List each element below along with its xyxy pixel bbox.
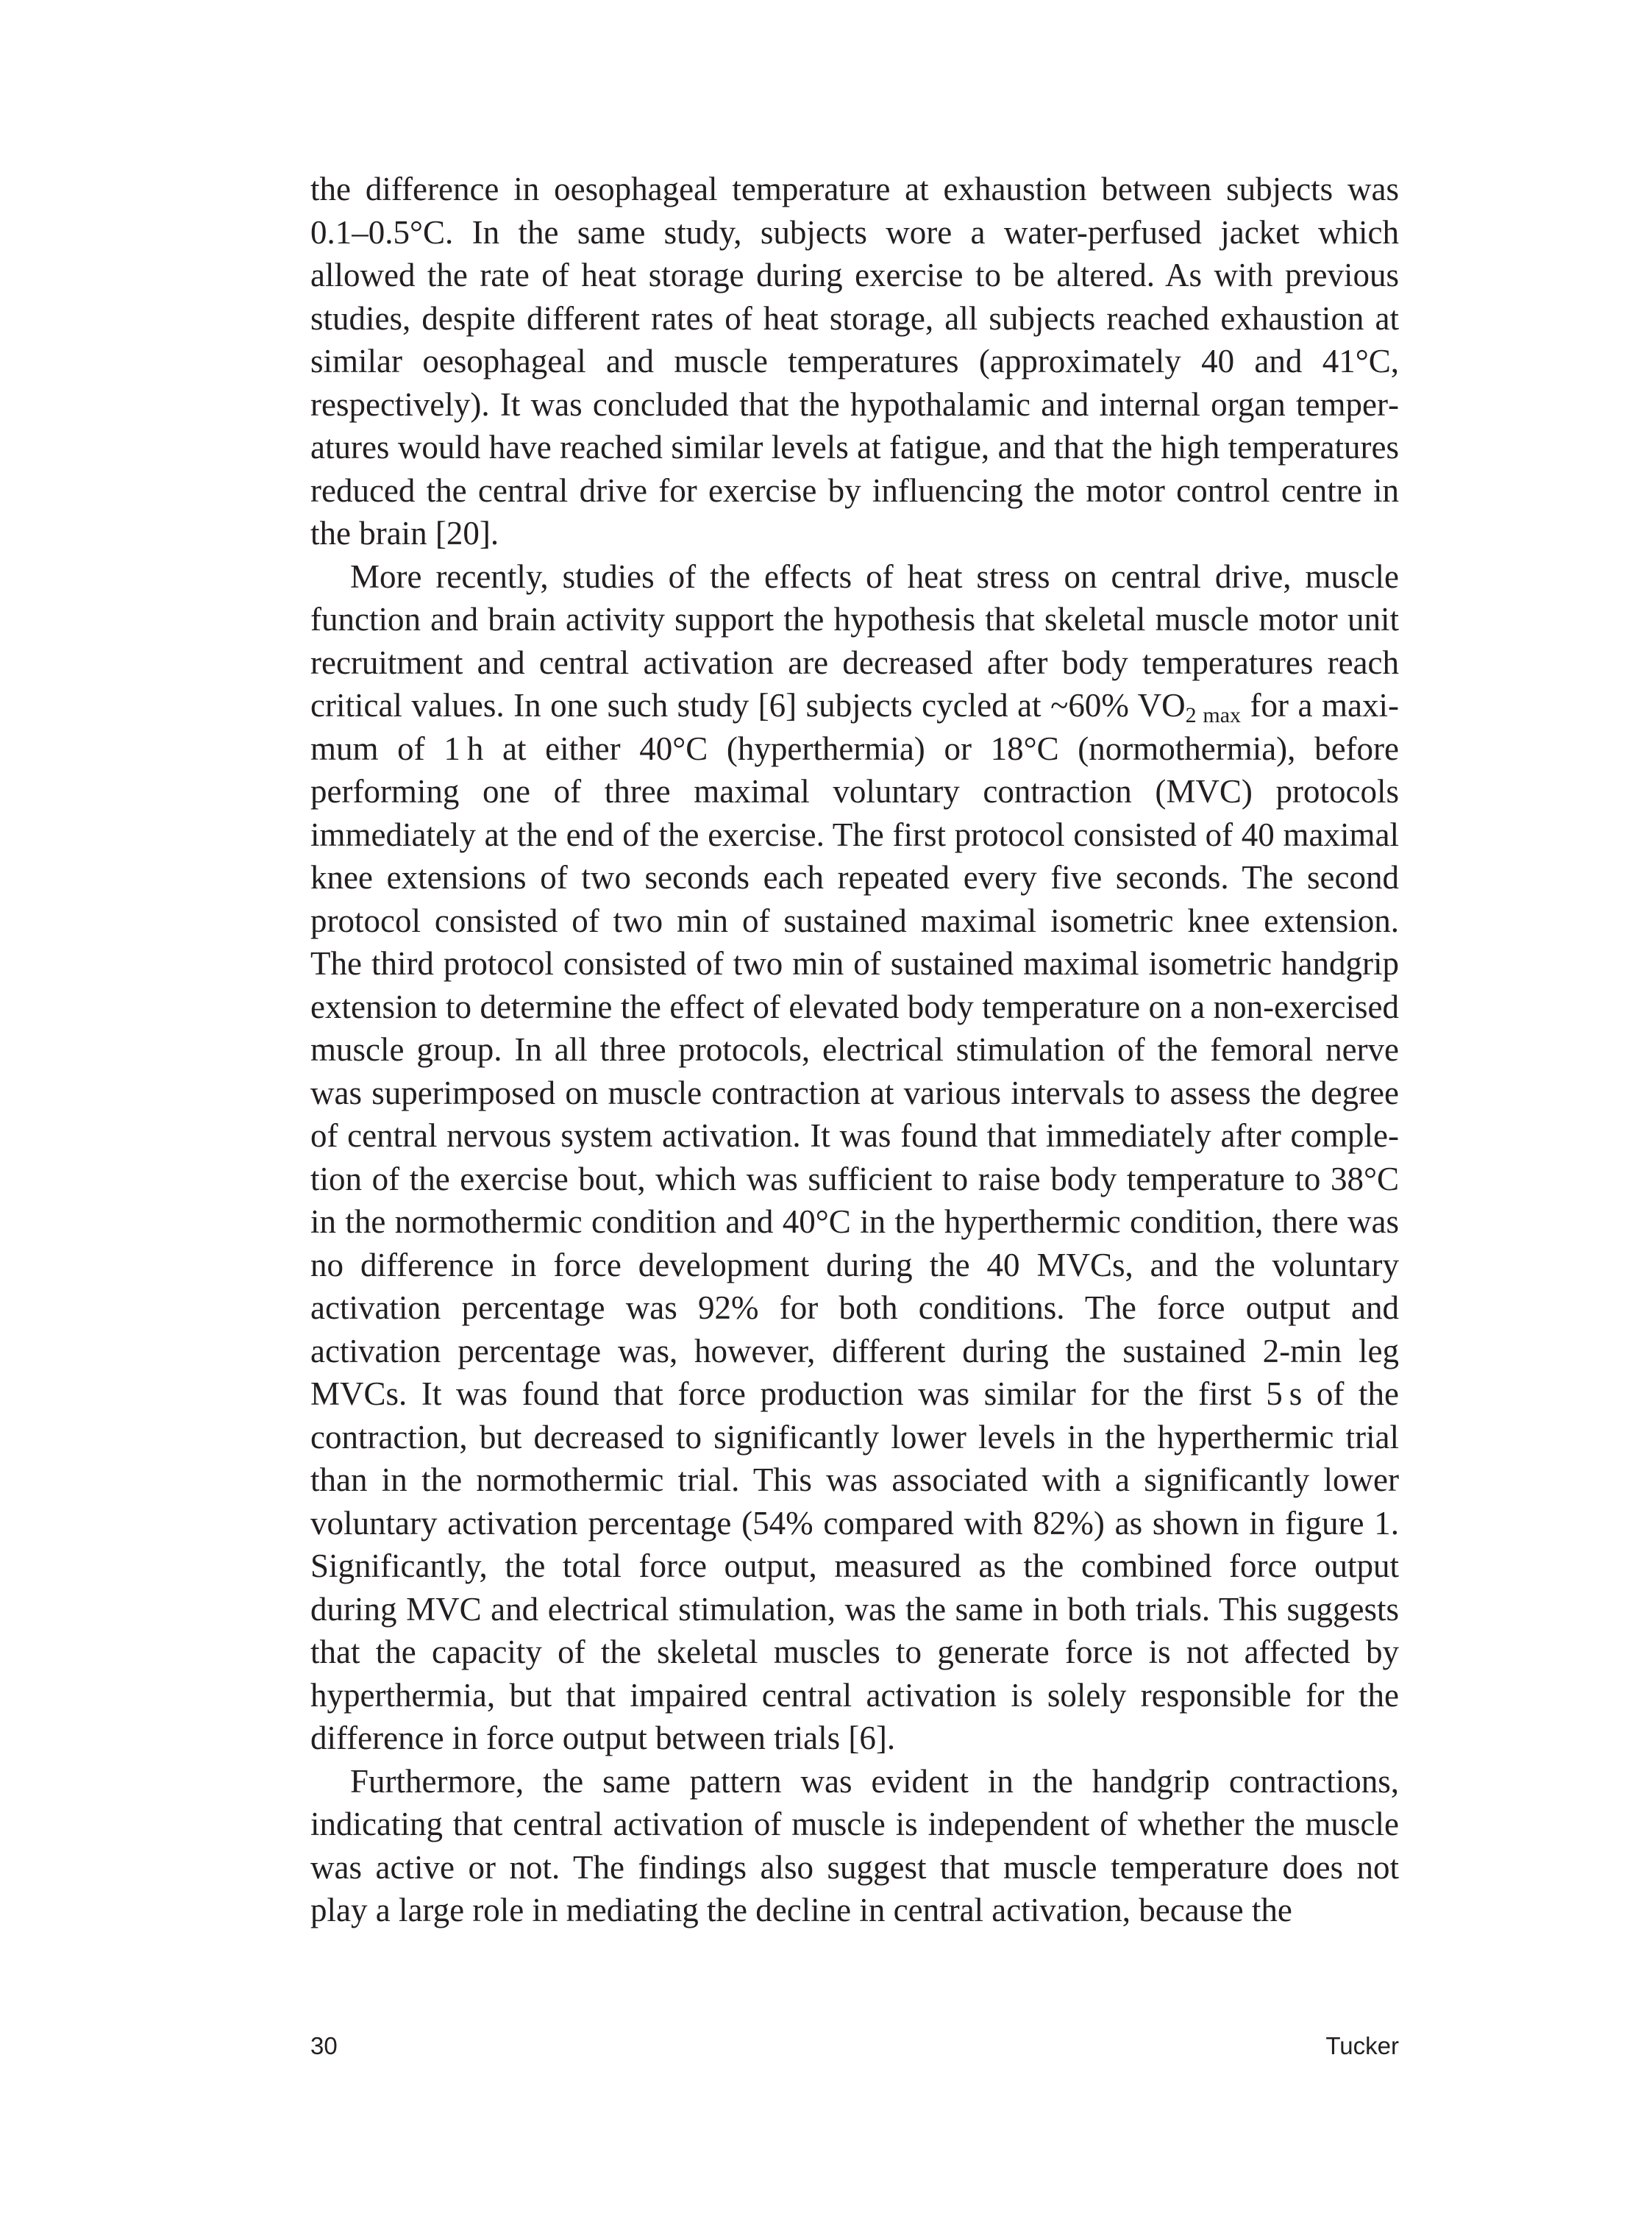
paragraph-2-part-1: More recently, studies of the effects of heat stress on central drive, muscle function and brain activity support the hypothesis that skeletal muscle motor unit recruitment and central activation are decreased after body temperatures reach critical values. In one such study [6] subjects cycled at ~60% VO xyxy=(310,557,1399,724)
paragraph-2-part-2: for a maximum of 1 h at either 40°C (hyperthermia) or 18°C (normothermia), before performing one of three maximal voluntary contraction (MVC) protocols immediately at the end of the exercise. The first protocol consisted of 40 maximal knee extensions of two seconds each repeated every five seconds. The second protocol consisted of two min of sustained maximal isometric knee extension. The third protocol consisted of two min of sustained maximal isometric handgrip extension to determine the effect of elevated body temperature on a non-exercised muscle group. In all three protocols, electrical stimulation of the femoral nerve was superimposed on muscle contraction at various intervals to assess the degree of central nervous system activation. It was found that immediately after completion of the exercise bout, which was sufficient to raise body temperature to 38°C in the normothermic condition and 40°C in the hyperthermic condition, there was no difference in force development during the 40 MVCs, and the voluntary activation percentage was 92% for both conditions. The force output and activation percentage was, however, different during the sustained 2-min leg MVCs. It was found that force production was similar for the first 5 s of the contraction, but decreased to significantly lower levels in the hyperthermic trial than in the normothermic trial. This was associated with a significantly lower voluntary activation percentage (54% compared with 82%) as shown in figure 1. Significantly, the total force output, measured as the combined force output during MVC and electrical stimulation, was the same in both trials. This suggests that the capacity of the skeletal muscles to generate force is not affected by hyperthermia, but that impaired central activation is solely responsible for the difference in force output between trials [6]. xyxy=(310,687,1399,1756)
paragraph-1: the difference in oesophageal temperature at exhaustion between subjects was 0.1–0.5°C. In the same study, subjects wore a water-perfused jacket which allowed the rate of heat storage during exercise to be altered. As with previous studies, despite different rates of heat storage, all subjects reached exhaustion at similar oesophageal and muscle temperatures (approximately 40 and 41°C, respectively). It was concluded that the hypothalamic and internal organ temperatures would have reached similar levels at fatigue, and that the high temperatures reduced the central drive for exercise by influencing the motor control centre in the brain [20]. xyxy=(310,171,1399,552)
paragraph-2 xyxy=(310,555,1399,1760)
running-footer-author: Tucker xyxy=(1325,2032,1399,2059)
vo2-subscript: 2 max xyxy=(1185,703,1242,727)
paragraph-3: Furthermore, the same pattern was evident in the handgrip contractions, indicating that central activation of muscle is independent of whether the muscle was active or not. The findings also suggest that muscle temperature does not play a large role in mediating the decline in central activation, because the xyxy=(310,1762,1399,1928)
body-text xyxy=(310,168,1399,1932)
page-number: 30 xyxy=(310,2032,338,2059)
